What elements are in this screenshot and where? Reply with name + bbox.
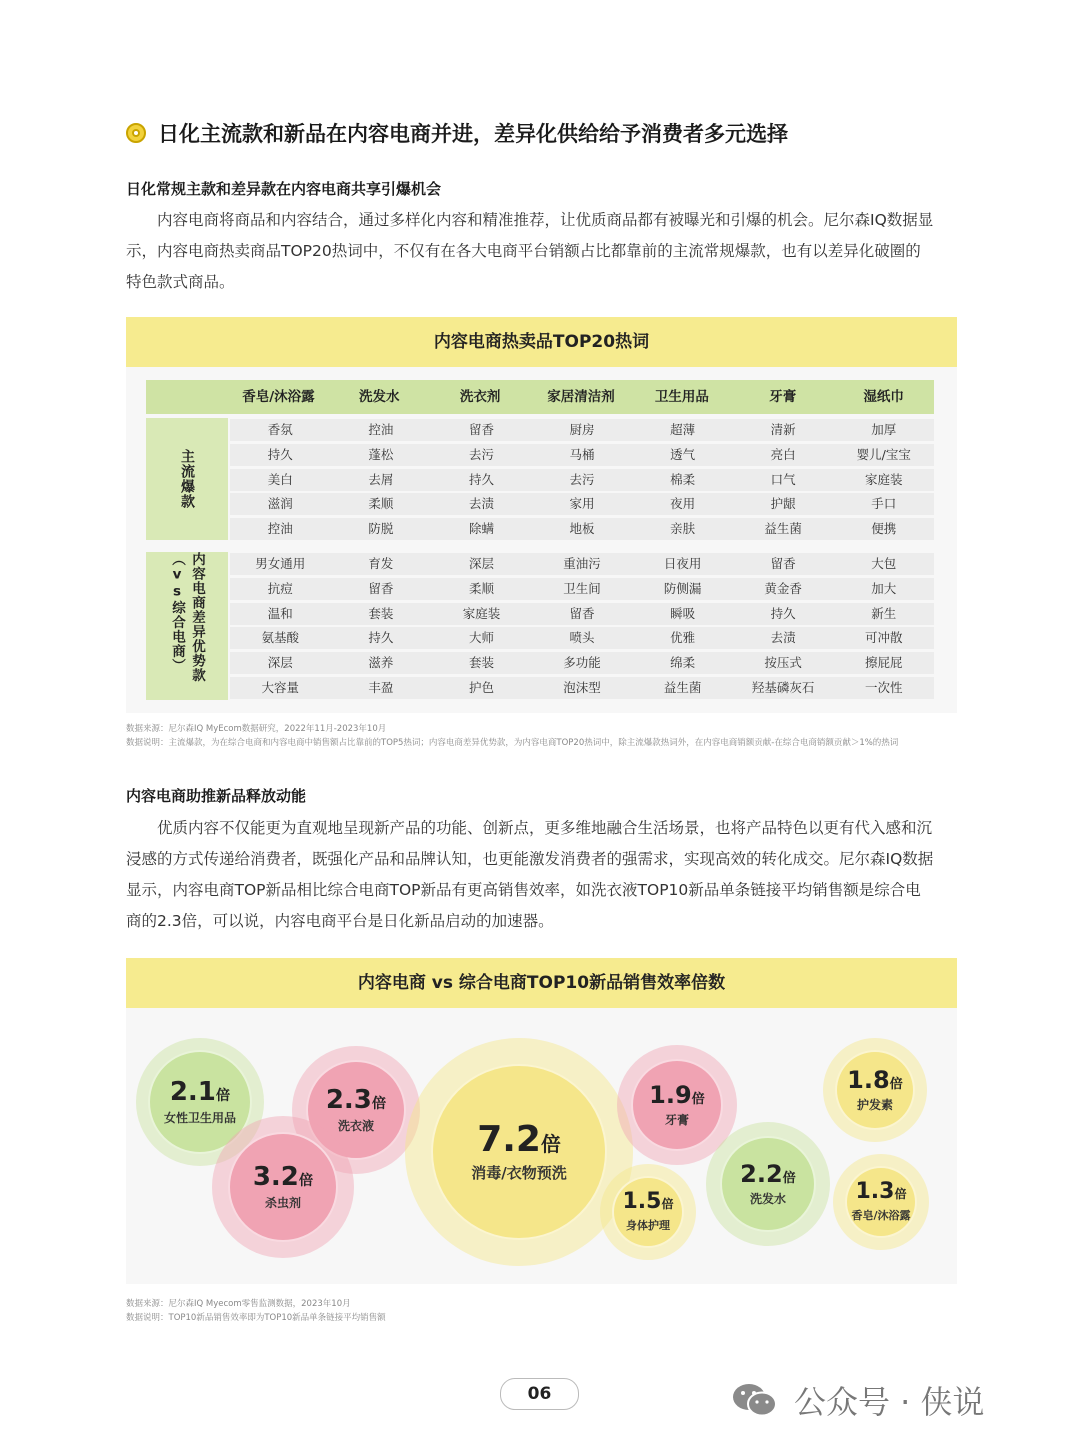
table-cell: 男女通用 (255, 556, 306, 571)
bubble-label: 身体护理 (626, 1219, 670, 1232)
table-cell: 持久 (267, 446, 293, 462)
table-cell: 卫生间 (563, 580, 601, 596)
section2-title: 内容电商助推新品释放动能 (126, 787, 307, 805)
bubble-value-number: 1.3 (855, 1179, 895, 1204)
page-heading-text: 日化主流款和新品在内容电商并进，差异化供给给予消费者多元选择 (158, 122, 788, 146)
table-cell: 亲肤 (670, 521, 696, 537)
page-number: 06 (500, 1378, 579, 1410)
bubble-label: 洗发水 (749, 1191, 786, 1206)
table-cell: 留香 (368, 580, 394, 596)
table-row (230, 493, 934, 515)
table-cell: 去污 (468, 446, 494, 462)
table-cell: 日夜用 (663, 556, 702, 571)
bubble-value-unit: 倍 (782, 1170, 796, 1186)
table-cell: 深层 (468, 556, 494, 571)
bubble-value-number: 1.9 (649, 1080, 692, 1109)
keyword-table-title: 内容电商热卖品TOP20热词 (126, 317, 957, 367)
table-cell: 家用 (569, 496, 595, 512)
table-cell: 加大 (871, 580, 897, 596)
bubble-label: 杀虫剂 (264, 1195, 301, 1210)
table-cell: 滋润 (267, 496, 293, 512)
table-cell: 多功能 (563, 655, 601, 671)
table-cell: 一次性 (865, 679, 903, 695)
table-cell: 优雅 (670, 630, 696, 646)
table-cell: 去渍 (770, 630, 796, 646)
table-cell: 瞬吸 (670, 605, 696, 621)
column-header: 湿纸巾 (863, 389, 904, 405)
group1-label-text: 主流爆款 (179, 449, 195, 509)
table-cell: 留香 (569, 605, 595, 621)
bubble-value-unit: 倍 (540, 1132, 561, 1156)
table-cell: 蓬松 (368, 446, 394, 462)
table-cell: 透气 (670, 446, 696, 462)
section1-line: 内容电商将商品和内容结合，通过多样化内容和精准推荐，让优质商品都有被曝光和引爆的机会。尼尔森IQ数据显 (126, 211, 934, 229)
table-cell: 夜用 (670, 496, 696, 512)
chart-source: 数据来源：尼尔森IQ Myecom零售监测数据，2023年10月 (126, 1299, 351, 1309)
bubble-label: 女性卫生用品 (163, 1110, 236, 1125)
watermark (730, 1377, 985, 1423)
table-row (230, 627, 934, 649)
group2-label-text: 内容电商差异优势款（vs综合电商） (169, 552, 205, 683)
keyword-table-header (146, 380, 934, 414)
table-cell: 留香 (468, 422, 494, 437)
column-header: 卫生用品 (654, 389, 709, 405)
section1-paragraph (126, 205, 956, 298)
table-cell: 留香 (770, 556, 796, 571)
table-row (230, 419, 934, 441)
bubble-label: 牙膏 (664, 1112, 689, 1127)
table-cell: 手口 (871, 496, 897, 512)
table-cell: 柔顺 (368, 496, 394, 512)
table-cell: 防脱 (368, 521, 394, 537)
table-cell: 护龈 (770, 496, 796, 512)
table-cell: 除螨 (468, 521, 494, 537)
column-header: 洗衣剂 (459, 389, 501, 405)
table-cell: 加厚 (871, 422, 897, 437)
table-cell: 育发 (368, 556, 394, 571)
section2-line: 显示，内容电商TOP新品相比综合电商TOP新品有更高销售效率，如洗衣液TOP10新品单条链接平均销售额是综合电 (126, 881, 921, 899)
watermark-text: 公众号 · 侠说 (794, 1383, 985, 1421)
table-cell: 棉柔 (670, 471, 696, 487)
table-cell: 持久 (770, 605, 796, 621)
table-row (230, 553, 934, 575)
table-cell: 亮白 (770, 446, 796, 462)
bubble-label: 洗衣液 (337, 1118, 374, 1133)
table-cell: 家庭装 (462, 605, 501, 621)
bubble-value-number: 2.2 (740, 1159, 783, 1188)
table-cell: 去渍 (468, 496, 494, 512)
table-row (230, 652, 934, 674)
bubble-label: 护发素 (856, 1097, 893, 1112)
table-cell: 超薄 (670, 422, 696, 437)
table-cell: 控油 (267, 521, 293, 537)
table-row (230, 518, 934, 540)
table-cell: 益生菌 (764, 521, 802, 537)
table-cell: 氨基酸 (261, 630, 300, 646)
table-row (230, 578, 934, 600)
table-cell: 控油 (368, 422, 394, 437)
target-icon (126, 123, 146, 143)
chart-note: 数据说明：TOP10新品销售效率即为TOP10新品单条链接平均销售额 (126, 1313, 386, 1323)
bubble-value-number: 2.3 (325, 1084, 372, 1115)
table-row (230, 444, 934, 466)
header-corner (146, 380, 228, 414)
table-cell: 婴儿/宝宝 (856, 446, 911, 462)
table-cell: 持久 (468, 471, 494, 487)
group1-rows (230, 419, 934, 543)
bubble-value-number: 3.2 (252, 1161, 299, 1192)
table-cell: 厨房 (569, 422, 595, 437)
bubble-value-number: 7.2 (477, 1118, 541, 1160)
table-cell: 抗痘 (267, 580, 293, 596)
section1-title: 日化常规主款和差异款在内容电商共享引爆机会 (126, 180, 442, 198)
bubble-value-number: 1.8 (847, 1065, 890, 1094)
section2-line: 浸感的方式传递给消费者，既强化产品和品牌认知，也更能激发消费者的强需求，实现高效的转化成交。尼尔森IQ数据 (126, 850, 934, 868)
table-note: 数据说明：主流爆款，为在综合电商和内容电商中销售额占比靠前的TOP5热词；内容电商差异优势款，为内容电商TOP20热词中，除主流爆款热词外，在内容电商销额贡献-在综合电商销额贡献＞1%的热词 (126, 738, 899, 748)
table-cell: 套装 (368, 605, 394, 621)
bubble-chart-title: 内容电商 vs 综合电商TOP10新品销售效率倍数 (126, 958, 957, 1008)
table-cell: 温和 (267, 605, 293, 621)
table-cell: 喷头 (569, 630, 595, 646)
table-cell: 擦屁屁 (865, 655, 903, 671)
group2-label (146, 552, 228, 700)
table-cell: 地板 (569, 521, 595, 537)
table-cell: 持久 (368, 630, 394, 646)
section2-line: 商的2.3倍，可以说，内容电商平台是日化新品启动的加速器。 (126, 912, 554, 930)
table-cell: 套装 (468, 655, 494, 671)
table-cell: 香氛 (267, 422, 293, 437)
column-header: 家居清洁剂 (547, 389, 615, 405)
page-heading (126, 118, 788, 148)
bubble-value-unit: 倍 (298, 1172, 314, 1189)
table-cell: 益生菌 (663, 679, 702, 695)
table-cell: 滋养 (368, 655, 394, 671)
table-cell: 马桶 (569, 446, 595, 462)
table-cell: 大包 (871, 556, 897, 571)
bubble-value-unit: 倍 (215, 1087, 231, 1104)
table-cell: 泡沫型 (563, 679, 601, 695)
bubble-value-unit: 倍 (371, 1095, 387, 1112)
bubble-label: 香皂/沐浴露 (851, 1209, 911, 1222)
table-cell: 黄金香 (764, 580, 802, 596)
table-cell: 羟基磷灰石 (751, 679, 815, 695)
section1-line: 示，内容电商热卖商品TOP20热词中，不仅有在各大电商平台销额占比都靠前的主流常规爆款，也有以差异化破圈的 (126, 242, 921, 260)
bubble-value-number: 2.1 (169, 1076, 216, 1107)
table-row (230, 603, 934, 625)
table-source: 数据来源：尼尔森IQ MyEcom数据研究，2022年11月-2023年10月 (126, 724, 387, 734)
table-cell: 护色 (468, 679, 494, 695)
table-cell: 大容量 (261, 679, 300, 695)
section1-line: 特色款式商品。 (126, 273, 235, 291)
table-cell: 新生 (871, 605, 897, 621)
table-cell: 美白 (267, 471, 293, 487)
table-cell: 绵柔 (670, 655, 696, 671)
table-cell: 按压式 (764, 655, 802, 671)
table-cell: 防侧漏 (663, 580, 702, 596)
table-row (230, 677, 934, 699)
table-cell: 口气 (770, 471, 796, 487)
column-header: 牙膏 (769, 389, 797, 405)
bubble-value-unit: 倍 (691, 1091, 705, 1107)
table-cell: 重油污 (563, 556, 601, 571)
bubble-value-unit: 倍 (889, 1076, 903, 1092)
bubble-label: 消毒/衣物预洗 (471, 1163, 567, 1182)
bubble-value-number: 1.5 (622, 1189, 662, 1214)
table-cell: 去屑 (368, 471, 394, 487)
group1-label (146, 418, 228, 540)
table-cell: 家庭装 (865, 471, 903, 487)
wechat-icon (730, 1380, 780, 1420)
table-cell: 柔顺 (468, 580, 494, 596)
column-header: 香皂/沐浴露 (242, 389, 315, 405)
section2-line: 优质内容不仅能更为直观地呈现新产品的功能、创新点，更多维地融合生活场景，也将产品特色以更有代入感和沉 (126, 819, 933, 837)
table-row (230, 469, 934, 491)
table-cell: 深层 (267, 655, 293, 671)
table-cell: 大师 (468, 630, 494, 646)
bubble-value-unit: 倍 (661, 1197, 674, 1211)
table-cell: 丰盈 (368, 679, 394, 695)
section2-paragraph (126, 813, 956, 937)
table-cell: 去污 (569, 471, 595, 487)
table-cell: 清新 (770, 422, 796, 437)
group2-rows (230, 553, 934, 702)
table-cell: 可冲散 (865, 630, 903, 646)
bubble-value-unit: 倍 (894, 1187, 907, 1201)
table-cell: 便携 (871, 521, 897, 537)
column-header: 洗发水 (359, 389, 400, 405)
